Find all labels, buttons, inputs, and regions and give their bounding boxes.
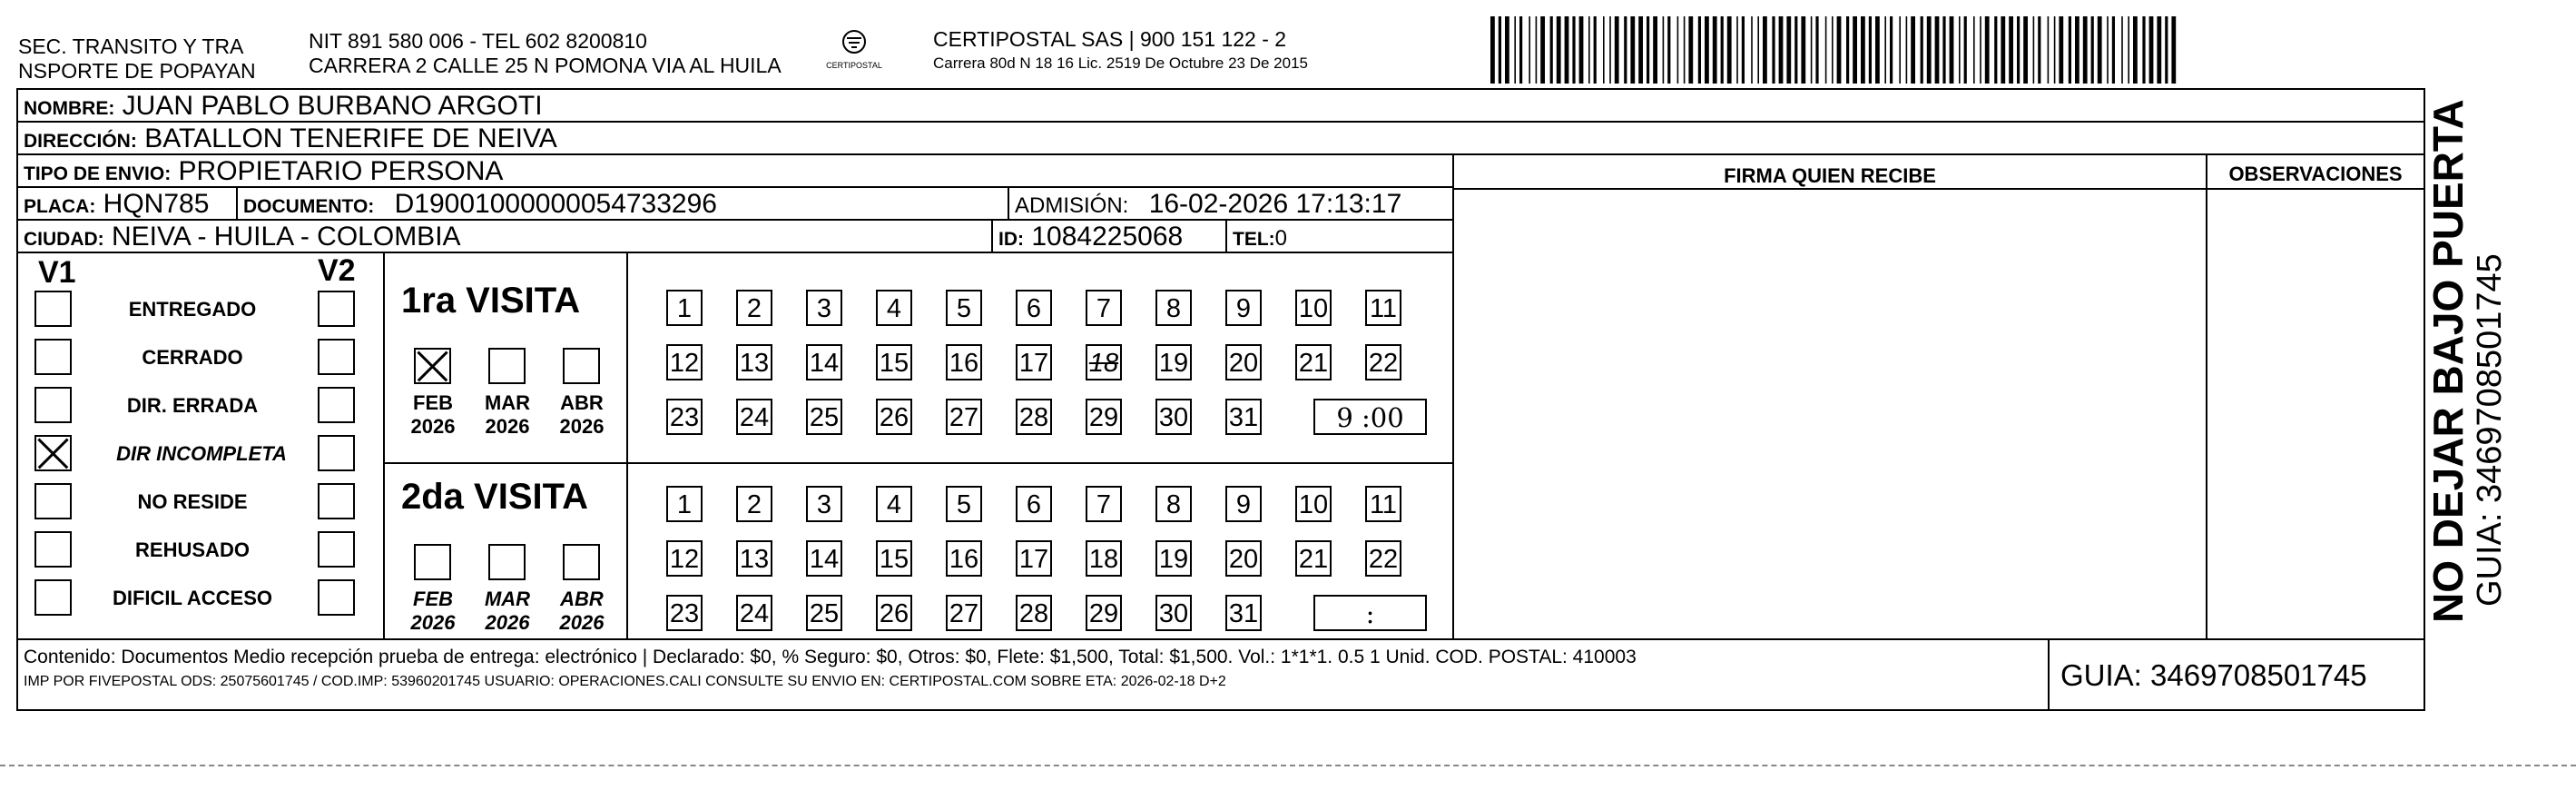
status-label: REHUSADO xyxy=(135,538,250,561)
barcode-bar xyxy=(1950,16,1954,84)
barcode-bar xyxy=(2069,16,2071,84)
barcode-bar xyxy=(2128,16,2129,84)
tipo-label: TIPO DE ENVIO: xyxy=(24,163,172,184)
day-box[interactable]: 25 xyxy=(806,595,842,631)
firma-header: FIRMA QUIEN RECIBE xyxy=(1724,164,1936,187)
day-box[interactable]: 5 xyxy=(946,486,982,522)
footer-guia: GUIA: 3469708501745 xyxy=(2060,658,2367,692)
logo-icon xyxy=(836,29,872,56)
barcode-bar xyxy=(1565,16,1569,84)
barcode-bar xyxy=(1911,16,1915,84)
v2-checkbox[interactable] xyxy=(318,291,355,327)
barcode-bar xyxy=(1499,16,1501,84)
barcode-bar xyxy=(1779,16,1784,84)
day-box[interactable]: 4 xyxy=(876,290,912,326)
barcode-bar xyxy=(1705,16,1709,84)
status-label: DIR. ERRADA xyxy=(126,394,259,417)
day-box[interactable]: 1 xyxy=(666,290,703,326)
firma-area[interactable] xyxy=(1456,192,2204,635)
barcode-bar xyxy=(1529,16,1530,84)
barcode-bar xyxy=(2171,16,2176,84)
day-box[interactable]: 29 xyxy=(1086,595,1122,631)
day-box[interactable]: 23 xyxy=(666,595,703,631)
barcode-bar xyxy=(1630,16,1635,84)
barcode-bar xyxy=(1815,16,1818,84)
imp-text: IMP POR FIVEPOSTAL ODS: 25075601745 / COD.IMP: 53960201745 USUARIO: OPERACIONES.CALI CONSULTE SU ENVIO EN: CERTIPOSTAL.COM SOBRE ETA: 2026-02-18 D+2 xyxy=(24,674,1226,689)
month-label: FEB 2026 xyxy=(410,391,456,438)
barcode-bar xyxy=(2142,16,2145,84)
barcode-bar xyxy=(1853,16,1857,84)
day-box[interactable]: 16 xyxy=(946,540,982,577)
barcode-bar xyxy=(2091,16,2094,84)
month-label: MAR 2026 xyxy=(484,588,531,634)
barcode-bar xyxy=(1688,16,1693,84)
barcode-bar xyxy=(1801,16,1805,84)
barcode-bar xyxy=(1832,16,1834,84)
barcode-bar xyxy=(1579,16,1584,84)
day-box[interactable]: 19 xyxy=(1155,344,1192,380)
admision-label: ADMISIÓN: xyxy=(1015,193,1129,218)
delivery-form xyxy=(16,88,2425,711)
barcode-bar xyxy=(1846,16,1849,84)
status-label: CERRADO xyxy=(142,346,243,369)
v2-checkbox[interactable] xyxy=(318,483,355,519)
barcode-bar xyxy=(2112,16,2115,84)
day-box[interactable]: 1 xyxy=(666,486,703,522)
v2-checkbox[interactable] xyxy=(318,387,355,423)
day-box[interactable]: 10 xyxy=(1295,486,1332,522)
row-tipo xyxy=(18,155,1452,188)
barcode-bar xyxy=(1763,16,1767,84)
barcode-bar xyxy=(1742,16,1745,84)
day-box[interactable]: 30 xyxy=(1155,595,1192,631)
barcode-bar xyxy=(1514,16,1516,84)
barcode-bar xyxy=(1624,16,1627,84)
v2-checkbox[interactable] xyxy=(318,531,355,568)
time-box[interactable]: : xyxy=(1313,595,1427,631)
observaciones-header: OBSERVACIONES xyxy=(2228,163,2403,185)
day-box[interactable]: 17 xyxy=(1016,540,1052,577)
day-box[interactable]: 25 xyxy=(806,399,842,435)
ciudad-label: CIUDAD: xyxy=(24,229,104,250)
barcode-bar xyxy=(1638,16,1643,84)
barcode-bar xyxy=(1519,16,1522,84)
barcode-bar xyxy=(1980,16,1981,84)
day-box[interactable]: 18 xyxy=(1086,344,1122,380)
barcode-bar xyxy=(1884,16,1886,84)
barcode-bar xyxy=(1550,16,1553,84)
tipo-value: PROPIETARIO PERSONA xyxy=(178,156,504,186)
barcode-bar xyxy=(1603,16,1605,84)
barcode-bar xyxy=(1653,16,1657,84)
barcode-bar xyxy=(1588,16,1590,84)
day-box[interactable]: 3 xyxy=(806,486,842,522)
company-line: CERTIPOSTAL SAS | 900 151 122 - 2 xyxy=(933,27,1287,51)
barcode-bar xyxy=(1713,16,1717,84)
barcode-bar xyxy=(1677,16,1679,84)
day-box[interactable]: 12 xyxy=(666,540,703,577)
month-checkbox[interactable] xyxy=(563,348,600,384)
barcode-bar xyxy=(1964,16,1967,84)
day-box[interactable]: 27 xyxy=(946,399,982,435)
side-warning: NO DEJAR BAJO PUERTA xyxy=(2424,99,2472,623)
contenido-text: Contenido: Documentos Medio recepción prueba de entrega: electrónico | Declarado: $0, % Seguro: $0, Otros: $0, Flete: $1,500, Total: $1,500. Vol.: 1*1*1. 0.5 1 Unid. COD. POSTAL: 410003 xyxy=(24,647,1637,667)
day-box[interactable]: 17 xyxy=(1016,344,1052,380)
nombre-label: NOMBRE: xyxy=(24,98,115,119)
observaciones-area[interactable] xyxy=(2209,192,2422,635)
day-box[interactable]: 18 xyxy=(1086,540,1122,577)
barcode-bar xyxy=(1899,16,1901,84)
sender-line-1: SEC. TRANSITO Y TRA xyxy=(18,35,244,58)
barcode-image xyxy=(1489,16,2178,84)
barcode-bar xyxy=(2098,16,2102,84)
barcode-bar xyxy=(1490,16,1495,84)
barcode-bar xyxy=(1615,16,1619,84)
day-box[interactable]: 21 xyxy=(1295,540,1332,577)
admision-cell xyxy=(1015,188,1401,222)
month-label: MAR 2026 xyxy=(484,391,531,438)
day-box[interactable]: 20 xyxy=(1225,344,1262,380)
month-checkbox[interactable] xyxy=(414,544,451,580)
barcode-bar xyxy=(1786,16,1791,84)
barcode-bar xyxy=(1921,16,1923,84)
day-box[interactable]: 19 xyxy=(1155,540,1192,577)
barcode-bar xyxy=(1684,16,1686,84)
tel-value: 0 xyxy=(1274,226,1288,251)
barcode-bar xyxy=(2017,16,2020,84)
direccion-label: DIRECCIÓN: xyxy=(24,131,137,152)
barcode-bar xyxy=(2001,16,2005,84)
placa-value: HQN785 xyxy=(103,189,210,219)
barcode-bar xyxy=(1985,16,1990,84)
time-box[interactable]: 9 :00 xyxy=(1313,399,1427,435)
sender-line-2: NSPORTE DE POPAYAN xyxy=(18,59,256,83)
barcode-bar xyxy=(1727,16,1732,84)
day-box[interactable]: 26 xyxy=(876,595,912,631)
barcode-bar xyxy=(1942,16,1945,84)
nombre-value: JUAN PABLO BURBANO ARGOTI xyxy=(122,91,543,121)
day-box[interactable]: 16 xyxy=(946,344,982,380)
barcode-bar xyxy=(1825,16,1827,84)
day-box[interactable]: 14 xyxy=(806,344,842,380)
id-value: 1084225068 xyxy=(1031,222,1184,252)
barcode-bar xyxy=(2121,16,2123,84)
barcode-bar xyxy=(1890,16,1893,84)
nit-line: NIT 891 580 006 - TEL 602 8200810 xyxy=(309,29,647,53)
day-box[interactable]: 10 xyxy=(1295,290,1332,326)
day-box[interactable]: 15 xyxy=(876,344,912,380)
barcode-bar xyxy=(1647,16,1649,84)
day-box[interactable]: 2 xyxy=(736,486,772,522)
ciudad-cell xyxy=(24,221,461,256)
day-box[interactable]: 26 xyxy=(876,399,912,435)
barcode-bar xyxy=(1751,16,1753,84)
day-box[interactable]: 29 xyxy=(1086,399,1122,435)
month-label: FEB 2026 xyxy=(410,588,456,634)
day-box[interactable]: 11 xyxy=(1365,290,1401,326)
day-box[interactable]: 7 xyxy=(1086,486,1122,522)
day-box[interactable]: 7 xyxy=(1086,290,1122,326)
barcode-bar xyxy=(1906,16,1908,84)
v2-header: V2 xyxy=(318,253,356,288)
status-label: ENTREGADO xyxy=(128,298,257,321)
cut-line xyxy=(0,765,2576,766)
documento-value: D19001000000054733296 xyxy=(394,189,717,219)
day-box[interactable]: 14 xyxy=(806,540,842,577)
barcode-bar xyxy=(1994,16,1997,84)
day-box[interactable]: 8 xyxy=(1155,290,1192,326)
month-checkbox[interactable] xyxy=(488,348,526,384)
v2-checkbox[interactable] xyxy=(318,435,355,471)
address-line: CARRERA 2 CALLE 25 N POMONA VIA AL HUILA xyxy=(309,54,782,77)
day-box[interactable]: 12 xyxy=(666,344,703,380)
month-checkbox[interactable] xyxy=(488,544,526,580)
barcode-bar xyxy=(2149,16,2154,84)
barcode-bar xyxy=(2075,16,2079,84)
day-box[interactable]: 22 xyxy=(1365,344,1401,380)
barcode-bar xyxy=(1811,16,1813,84)
status-label: DIFICIL ACCESO xyxy=(112,587,272,609)
barcode-bar xyxy=(1794,16,1797,84)
row-ciudad xyxy=(18,221,1452,253)
day-box[interactable]: 15 xyxy=(876,540,912,577)
barcode-bar xyxy=(2054,16,2056,84)
day-box[interactable]: 23 xyxy=(666,399,703,435)
day-box[interactable]: 31 xyxy=(1225,399,1262,435)
barcode-bar xyxy=(2038,16,2040,84)
barcode-bar xyxy=(2165,16,2168,84)
day-box[interactable]: 30 xyxy=(1155,399,1192,435)
admision-value: 16-02-2026 17:13:17 xyxy=(1148,189,1402,219)
day-box[interactable]: 9 xyxy=(1225,290,1262,326)
day-box[interactable]: 8 xyxy=(1155,486,1192,522)
certipostal-logo xyxy=(819,29,890,78)
barcode-bar xyxy=(1973,16,1975,84)
barcode-bar xyxy=(1663,16,1665,84)
day-box[interactable]: 31 xyxy=(1225,595,1262,631)
barcode-bar xyxy=(1935,16,1940,84)
barcode-bar xyxy=(1572,16,1575,84)
documento-cell xyxy=(243,188,717,223)
documento-label: DOCUMENTO: xyxy=(243,196,375,217)
barcode-bar xyxy=(1540,16,1545,84)
day-box[interactable]: 24 xyxy=(736,595,772,631)
day-box[interactable]: 28 xyxy=(1016,399,1052,435)
placa-cell xyxy=(24,188,209,223)
day-box[interactable]: 2 xyxy=(736,290,772,326)
day-box[interactable]: 20 xyxy=(1225,540,1262,577)
barcode-bar xyxy=(1927,16,1932,84)
logo-text: CERTIPOSTAL xyxy=(826,61,882,70)
side-guia: GUIA: 3469708501745 xyxy=(2471,253,2509,607)
barcode-bar xyxy=(1667,16,1670,84)
v2-checkbox[interactable] xyxy=(318,579,355,616)
barcode-bar xyxy=(2107,16,2109,84)
barcode-bar xyxy=(2059,16,2063,84)
barcode-bar xyxy=(1505,16,1509,84)
barcode-bar xyxy=(1609,16,1611,84)
barcode xyxy=(1489,16,2178,84)
v2-checkbox[interactable] xyxy=(318,339,355,375)
day-box[interactable]: 13 xyxy=(736,540,772,577)
day-box[interactable]: 4 xyxy=(876,486,912,522)
barcode-bar xyxy=(2083,16,2088,84)
barcode-bar xyxy=(1736,16,1738,84)
day-box[interactable]: 5 xyxy=(946,290,982,326)
ciudad-value: NEIVA - HUILA - COLOMBIA xyxy=(112,222,461,252)
row-direccion xyxy=(18,123,2424,155)
barcode-bar xyxy=(1875,16,1880,84)
month-label: ABR 2026 xyxy=(559,391,605,438)
direccion-value: BATALLON TENERIFE DE NEIVA xyxy=(144,123,557,153)
visit1-title: 1ra VISITA xyxy=(401,281,581,321)
barcode-bar xyxy=(2033,16,2035,84)
status-label: DIR INCOMPLETA xyxy=(116,442,287,465)
id-cell xyxy=(998,221,1183,256)
day-box[interactable]: 11 xyxy=(1365,486,1401,522)
visit2-title: 2da VISITA xyxy=(401,477,588,517)
day-box[interactable]: 27 xyxy=(946,595,982,631)
barcode-bar xyxy=(2157,16,2161,84)
day-box[interactable]: 6 xyxy=(1016,486,1052,522)
tel-label: TEL: xyxy=(1233,229,1275,250)
day-box[interactable]: 3 xyxy=(806,290,842,326)
barcode-bar xyxy=(1869,16,1872,84)
barcode-bar xyxy=(1698,16,1701,84)
barcode-bar xyxy=(2009,16,2013,84)
barcode-bar xyxy=(2133,16,2138,84)
barcode-bar xyxy=(1837,16,1842,84)
month-checkbox[interactable] xyxy=(414,348,451,384)
barcode-bar xyxy=(1721,16,1724,84)
barcode-bar xyxy=(1861,16,1865,84)
day-box[interactable]: 28 xyxy=(1016,595,1052,631)
barcode-bar xyxy=(1959,16,1961,84)
tel-cell xyxy=(1233,221,1287,256)
side-labels xyxy=(2424,99,2561,623)
barcode-bar xyxy=(1594,16,1597,84)
courier-info xyxy=(933,27,1308,74)
barcode-bar xyxy=(1772,16,1775,84)
barcode-bar xyxy=(2023,16,2028,84)
day-box[interactable]: 13 xyxy=(736,344,772,380)
month-label: ABR 2026 xyxy=(559,588,605,634)
barcode-bar xyxy=(1757,16,1759,84)
sender-name xyxy=(18,35,256,84)
barcode-bar xyxy=(1557,16,1561,84)
row-placa xyxy=(18,188,1452,221)
license-line: Carrera 80d N 18 16 Lic. 2519 De Octubre 23 De 2015 xyxy=(933,54,1308,72)
id-label: ID: xyxy=(998,229,1024,250)
v1-header: V1 xyxy=(38,255,76,290)
sender-contact xyxy=(309,29,782,78)
day-box[interactable]: 24 xyxy=(736,399,772,435)
placa-label: PLACA: xyxy=(24,196,96,217)
status-label: NO RESIDE xyxy=(137,490,248,513)
day-box[interactable]: 22 xyxy=(1365,540,1401,577)
barcode-bar xyxy=(2048,16,2050,84)
day-box[interactable]: 9 xyxy=(1225,486,1262,522)
row-nombre xyxy=(18,90,2424,123)
day-box[interactable]: 6 xyxy=(1016,290,1052,326)
month-checkbox[interactable] xyxy=(563,544,600,580)
day-box[interactable]: 21 xyxy=(1295,344,1332,380)
barcode-bar xyxy=(1536,16,1538,84)
